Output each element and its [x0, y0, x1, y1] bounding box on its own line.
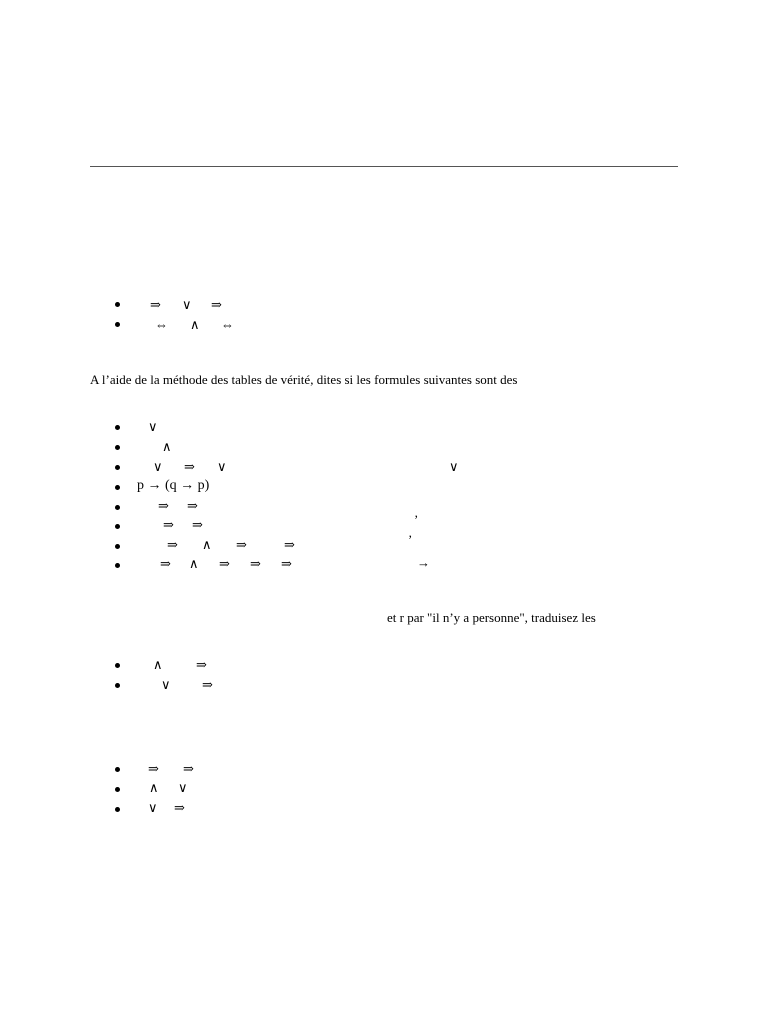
exercise-2-intro: A l’aide de la méthode des tables de vérité, dites si les formules suivantes sont des — [90, 372, 518, 387]
formula-symbol: ⇒ — [150, 297, 161, 312]
formula-symbol: ⇒ — [160, 556, 171, 571]
formula-symbol: ⇒ — [196, 657, 207, 672]
bullet-icon — [115, 524, 120, 529]
formula-symbol: ⇔ — [155, 317, 168, 332]
formula-symbol: ∨ — [148, 800, 158, 815]
formula-symbol: ’ — [408, 532, 413, 547]
formula-symbol: ∧ — [190, 317, 200, 332]
formula-symbol: ⇒ — [158, 498, 169, 513]
formula-symbol: ∧ — [153, 657, 163, 672]
formula-symbol: ⇒ — [236, 537, 247, 552]
formula-symbol: ⇒ — [284, 537, 295, 552]
formula-symbol: ⇒ — [281, 556, 292, 571]
bullet-icon — [115, 787, 120, 792]
formula-symbol: ∨ — [148, 419, 158, 434]
bullet-icon — [115, 663, 120, 668]
bullet-icon — [115, 465, 120, 470]
bullet-icon — [115, 302, 120, 307]
bullet-icon — [115, 485, 120, 490]
formula-symbol: ∨ — [182, 297, 192, 312]
formula-symbol: ∨ — [178, 780, 188, 795]
bullet-icon — [115, 505, 120, 510]
formula-symbol: ⇔ — [221, 317, 234, 332]
bullet-icon — [115, 425, 120, 430]
formula-symbol: ⇒ — [219, 556, 230, 571]
bullet-icon — [115, 322, 120, 327]
formula-symbol: → — [417, 555, 430, 570]
bullet-icon — [115, 683, 120, 688]
bullet-icon — [115, 807, 120, 812]
formula-symbol: ∨ — [449, 459, 459, 474]
formula-symbol: ⇒ — [174, 800, 185, 815]
formula-symbol: ∧ — [202, 537, 212, 552]
formula-symbol: ∨ — [161, 677, 171, 692]
formula-symbol: ⇒ — [148, 761, 159, 776]
formula-symbol: ⇒ — [184, 459, 195, 474]
formula-symbol: ∧ — [149, 780, 159, 795]
formula-symbol: ⇒ — [183, 761, 194, 776]
formula-symbol: ’ — [414, 512, 419, 527]
formula-symbol: ⇒ — [250, 556, 261, 571]
bullet-icon — [115, 563, 120, 568]
formula-symbol: ∧ — [189, 556, 199, 571]
formula-symbol: ∧ — [162, 439, 172, 454]
horizontal-rule — [90, 166, 678, 167]
bullet-icon — [115, 544, 120, 549]
formula-symbol: ∨ — [217, 459, 227, 474]
formula-symbol: ∨ — [153, 459, 163, 474]
formula-symbol: ⇒ — [211, 297, 222, 312]
formula-symbol: ⇒ — [192, 517, 203, 532]
formula-symbol: ⇒ — [163, 517, 174, 532]
bullet-icon — [115, 767, 120, 772]
exercise-3-intro: et r par "il n’y a personne", traduisez les — [387, 610, 596, 625]
bullet-icon — [115, 445, 120, 450]
formula-symbol: ⇒ — [187, 498, 198, 513]
formula-symbol: ⇒ — [202, 677, 213, 692]
formula-text: p → (q → p) — [137, 478, 210, 493]
formula-symbol: ⇒ — [167, 537, 178, 552]
